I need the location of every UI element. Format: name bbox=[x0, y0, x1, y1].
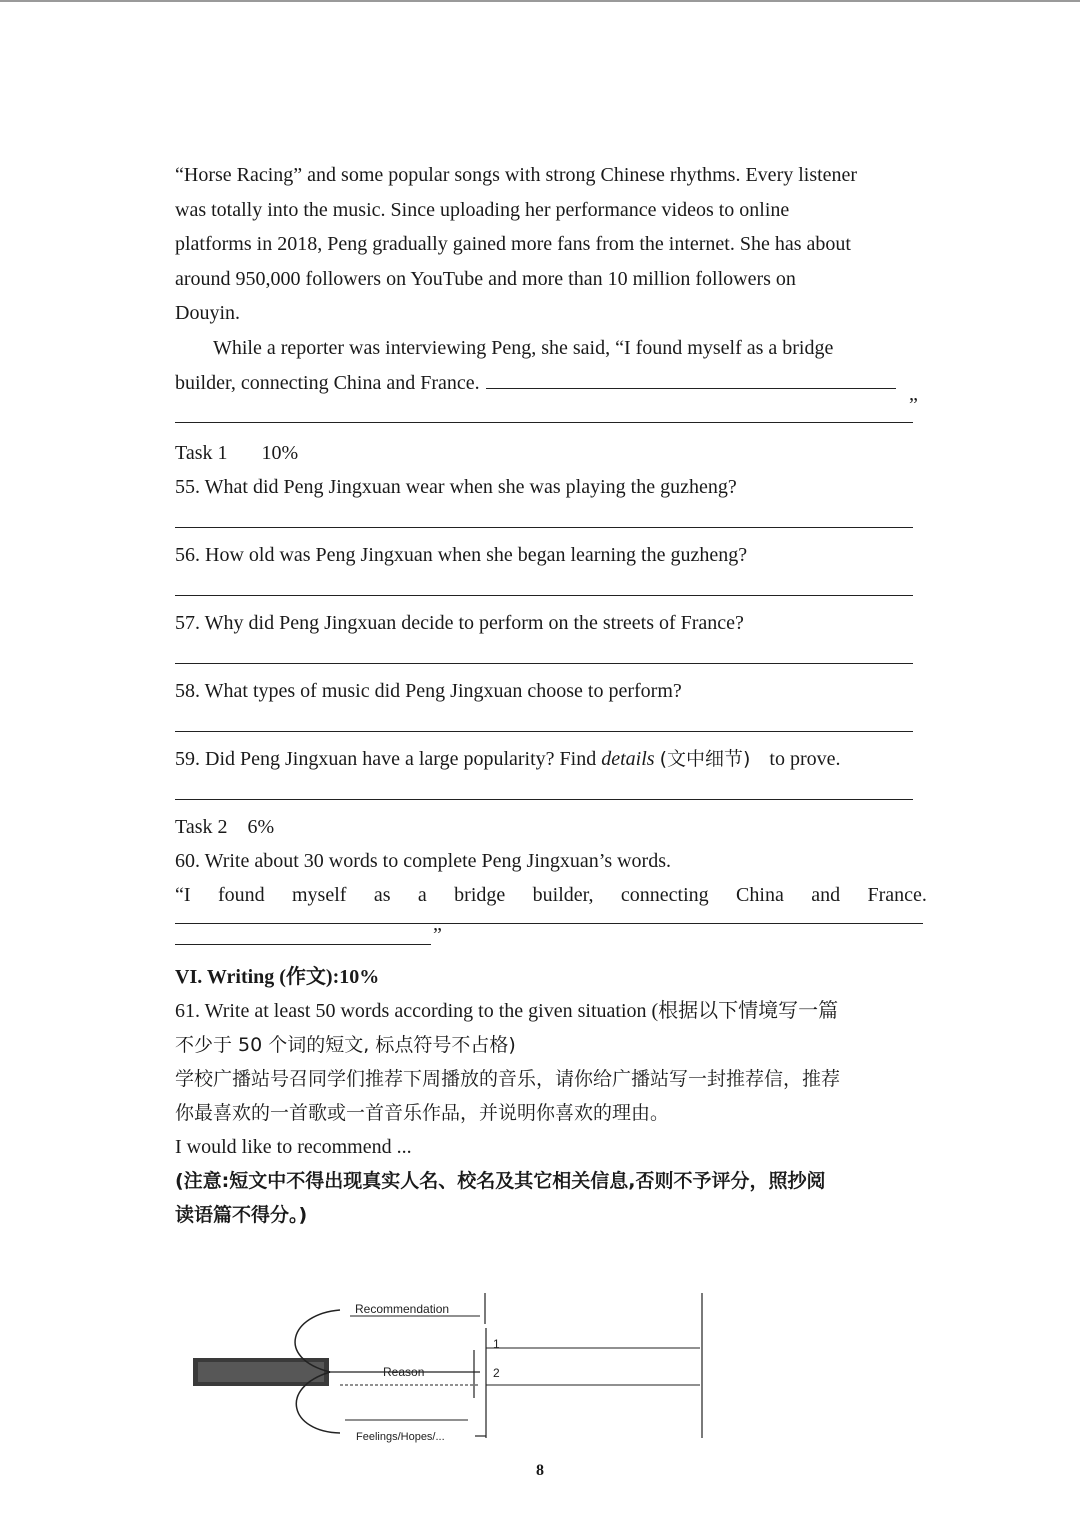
quote-word: as bbox=[373, 884, 391, 907]
answer-line-60-end-row bbox=[175, 924, 927, 960]
writing-note-line2: 读语篇不得分。) bbox=[175, 1204, 308, 1227]
question-59-italic: details bbox=[601, 748, 655, 771]
question-61-line2: 不少于 50 个词的短文, 标点符号不占格) bbox=[175, 1034, 516, 1057]
answer-line-59[interactable] bbox=[175, 798, 913, 800]
task-score: 6% bbox=[247, 816, 275, 839]
reason-label: Reason bbox=[383, 1365, 425, 1379]
reason-number: 2 bbox=[493, 1366, 500, 1380]
quote-word: connecting bbox=[620, 884, 709, 907]
recommendation-label: Recommendation bbox=[355, 1302, 450, 1316]
question-60: 60. Write about 30 words to complete Peng Jingxuan’s words. bbox=[175, 850, 671, 873]
answer-line-56[interactable] bbox=[175, 594, 913, 596]
writing-section bbox=[175, 960, 927, 1232]
mind-map-center-pattern bbox=[198, 1362, 324, 1382]
task-1-heading bbox=[175, 436, 927, 470]
question-61-line1: 61. Write at least 50 words according to the given situation (根据以下情境写一篇 bbox=[175, 1000, 839, 1023]
page-top-border bbox=[0, 0, 1080, 2]
closing-quote: ” bbox=[909, 394, 918, 417]
quote-word: “I bbox=[175, 884, 191, 907]
passage-line: around 950,000 followers on YouTube and more than 10 million followers on bbox=[175, 267, 796, 290]
quote-word: builder, bbox=[532, 884, 594, 907]
passage-line: builder, connecting China and France. bbox=[175, 371, 480, 394]
passage-line-with-blank bbox=[175, 366, 927, 401]
task-1 bbox=[175, 436, 927, 800]
quote-word: China bbox=[736, 884, 784, 907]
answer-line-60-short[interactable] bbox=[175, 944, 431, 945]
answer-line-60[interactable] bbox=[175, 922, 923, 924]
question-59-text: 59. Did Peng Jingxuan have a large popularity? Find bbox=[175, 748, 602, 771]
quote-word: bridge bbox=[454, 884, 506, 907]
closing-quote: ” bbox=[433, 924, 442, 947]
question-59 bbox=[175, 742, 927, 776]
question-58: 58. What types of music did Peng Jingxuan choose to perform? bbox=[175, 680, 682, 703]
answer-line-57[interactable] bbox=[175, 662, 913, 664]
task-2-heading bbox=[175, 810, 927, 844]
passage-line: platforms in 2018, Peng gradually gained more fans from the internet. She has about bbox=[175, 233, 851, 256]
quote-word: myself bbox=[292, 884, 347, 907]
situation-line2: 你最喜欢的一首歌或一首音乐作品，并说明你喜欢的理由。 bbox=[175, 1102, 670, 1125]
answer-line-55[interactable] bbox=[175, 526, 913, 528]
reading-passage bbox=[175, 158, 927, 430]
task-title: Task 1 bbox=[175, 442, 228, 465]
task-score: 10% bbox=[261, 442, 299, 465]
passage-line: Douyin. bbox=[175, 302, 240, 325]
question-56: 56. How old was Peng Jingxuan when she began learning the guzheng? bbox=[175, 544, 748, 567]
writing-heading: VI. Writing (作文):10% bbox=[175, 966, 380, 989]
quote-word: and bbox=[811, 884, 841, 907]
question-59-chinese: (文中细节) bbox=[659, 748, 751, 771]
question-59-end: to prove. bbox=[769, 748, 841, 771]
page-number: 8 bbox=[536, 1462, 544, 1479]
answer-line-58[interactable] bbox=[175, 730, 913, 732]
reason-number: 1 bbox=[493, 1337, 500, 1351]
question-55: 55. What did Peng Jingxuan wear when she was playing the guzheng? bbox=[175, 476, 737, 499]
writing-note-line1: (注意:短文中不得出现真实人名、校名及其它相关信息,否则不予评分，照抄阅 bbox=[175, 1170, 826, 1193]
writing-starter: I would like to recommend ... bbox=[175, 1136, 412, 1159]
exam-page-body bbox=[175, 158, 927, 1232]
answer-blank[interactable] bbox=[175, 422, 913, 423]
passage-line: While a reporter was interviewing Peng, she said, “I found myself as a bridge bbox=[213, 336, 834, 359]
quote-word: found bbox=[217, 884, 265, 907]
quote-word: France. bbox=[867, 884, 927, 907]
passage-blank-row bbox=[175, 394, 927, 430]
passage-line: was totally into the music. Since uploading her performance videos to online bbox=[175, 198, 790, 221]
task-title: Task 2 bbox=[175, 816, 228, 839]
feelings-label: Feelings/Hopes/... bbox=[356, 1431, 445, 1443]
quote-line bbox=[175, 878, 927, 912]
situation-line1: 学校广播站号召同学们推荐下周播放的音乐，请你给广播站写一封推荐信，推荐 bbox=[175, 1068, 841, 1091]
passage-line: “Horse Racing” and some popular songs with strong Chinese rhythms. Every listener bbox=[175, 164, 858, 186]
task-2 bbox=[175, 810, 927, 960]
writing-mind-map bbox=[190, 1288, 720, 1448]
answer-blank[interactable] bbox=[486, 368, 896, 389]
question-57: 57. Why did Peng Jingxuan decide to perform on the streets of France? bbox=[175, 612, 744, 635]
quote-word: a bbox=[417, 884, 427, 907]
